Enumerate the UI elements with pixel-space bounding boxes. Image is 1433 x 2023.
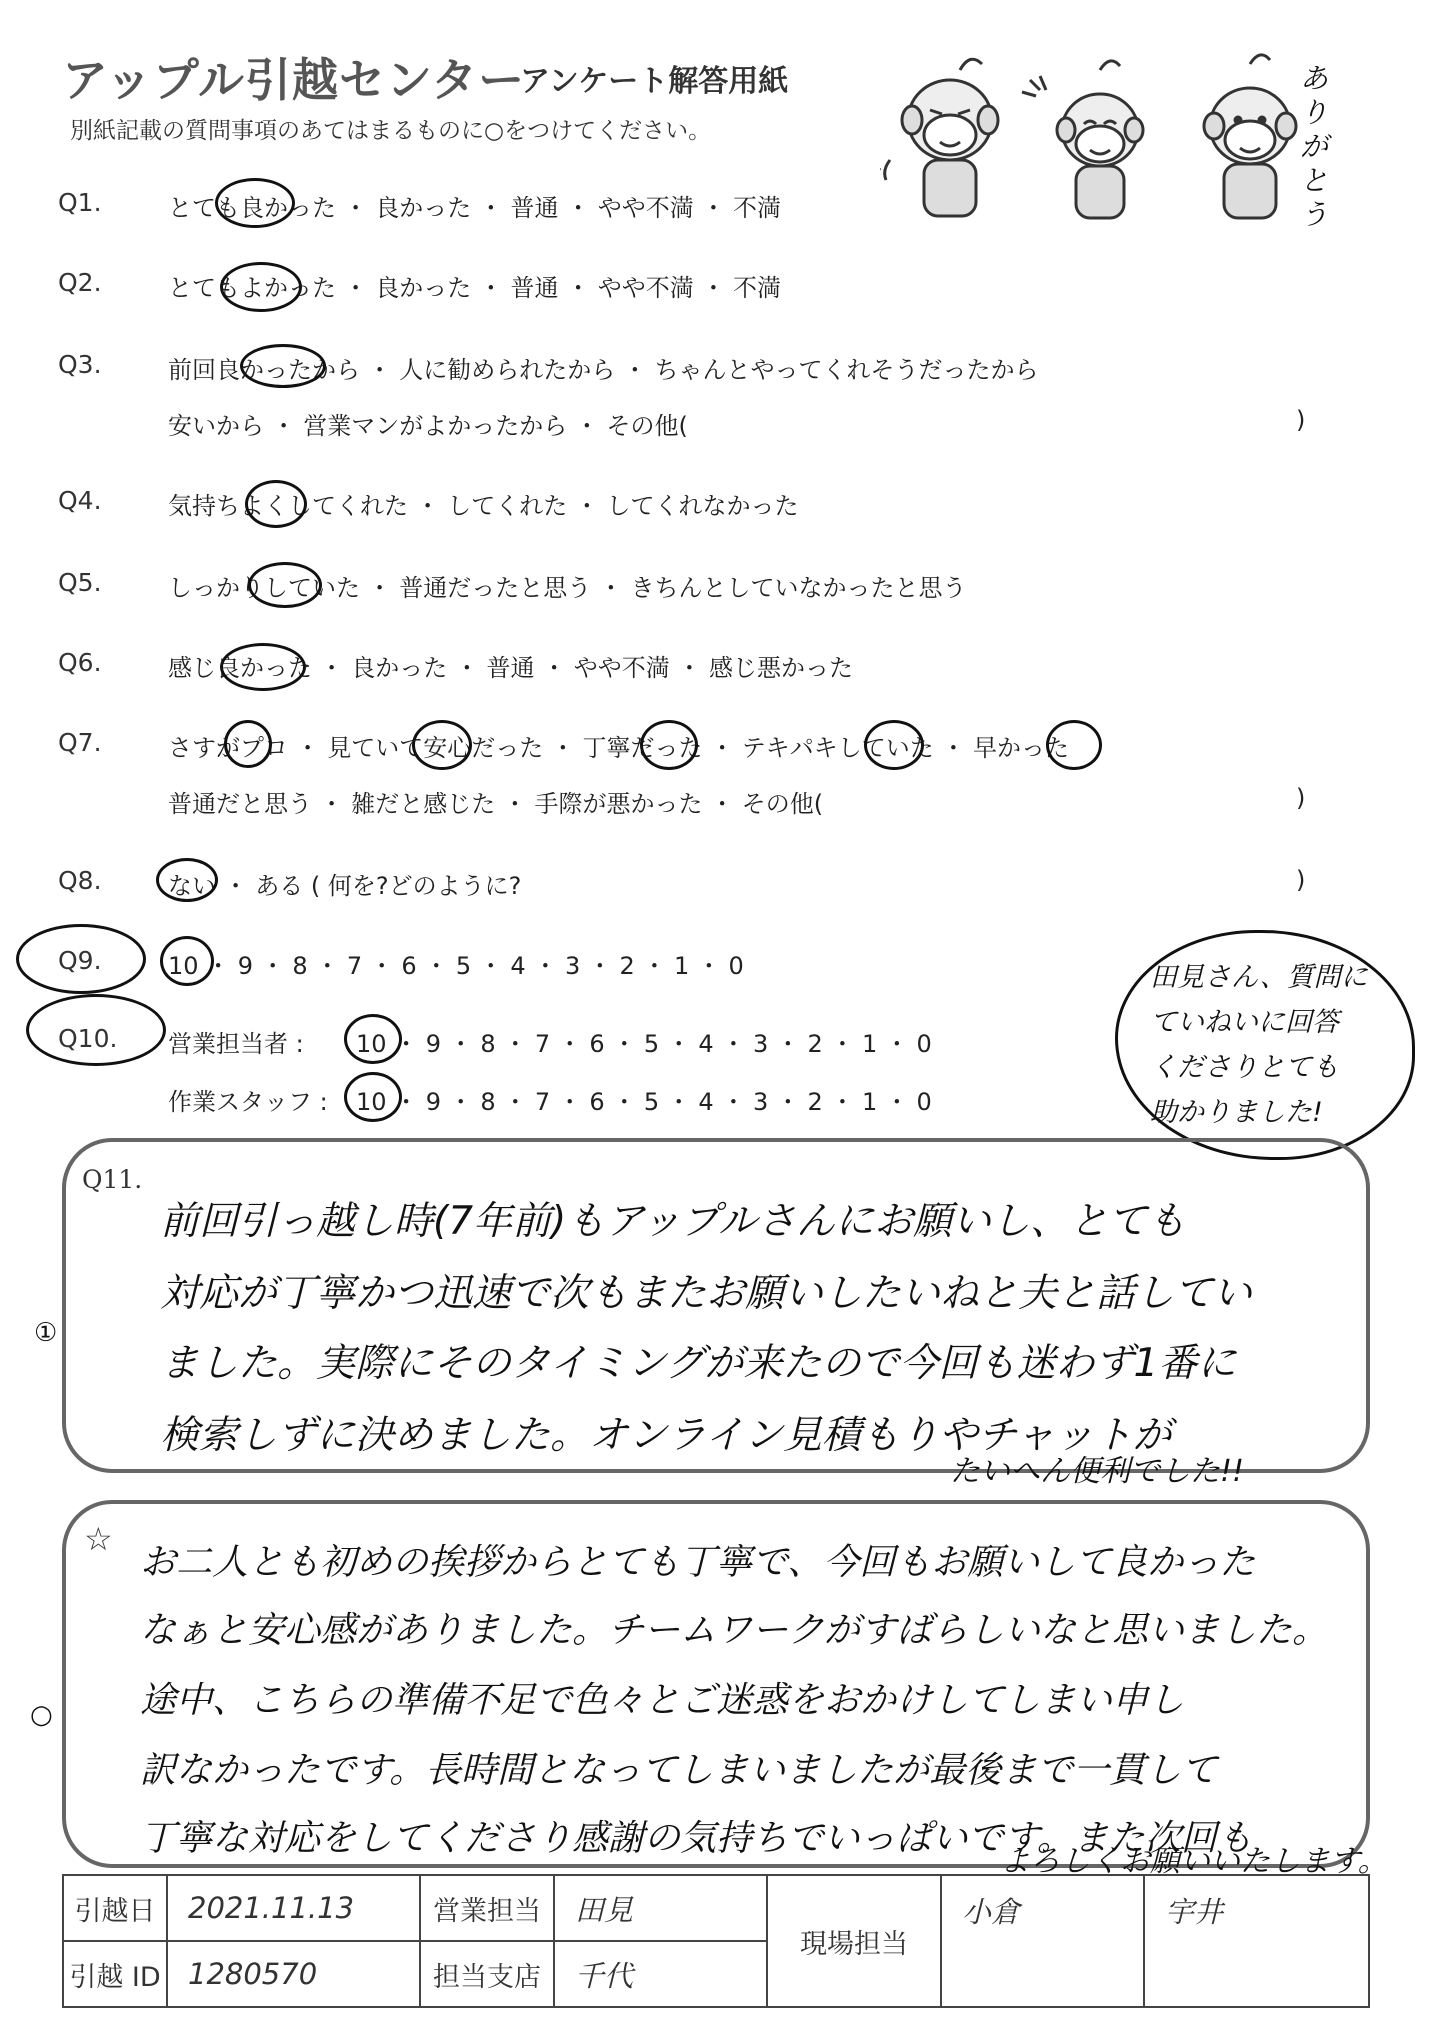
answer-circle-q7-hayai xyxy=(1046,720,1102,770)
q10-label: Q10. xyxy=(58,1024,118,1053)
q11-line: ました。実際にそのタイミングが来たので今回も迷わず1番に xyxy=(160,1341,1237,1386)
question-circle-q10 xyxy=(26,994,166,1066)
q8-options: ない ・ ある ( 何を?どのように? xyxy=(168,872,522,900)
answer-circle-q7-tekipaki xyxy=(864,720,924,770)
q2-options: とてもよかった ・ 良かった ・ 普通 ・ やや不満 ・ 不満 xyxy=(168,274,782,302)
answer-circle-q8 xyxy=(156,858,218,902)
q11-line: 前回引っ越し時(7年前)もアップルさんにお願いし、とても xyxy=(160,1199,1186,1244)
comment2-line: なぁと安心感がありました。チームワークがすばらしいなと思いました。 xyxy=(140,1610,1329,1651)
comment2-line: 訳なかったです。長時間となってしまいましたが最後まで一貫して xyxy=(140,1750,1218,1791)
site-staff-value-1: 小倉 xyxy=(941,1875,1144,2007)
q9-label: Q9. xyxy=(58,946,102,975)
q11-label: Q11. xyxy=(82,1165,143,1194)
q7-options-line2: 普通だと思う ・ 雑だと感じた ・ 手際が悪かった ・ その他( xyxy=(168,790,824,818)
q10-scale-sales: 10 ・ 9 ・ 8 ・ 7 ・ 6 ・ 5 ・ 4 ・ 3 ・ 2 ・ 1 ・ 0 xyxy=(356,1030,932,1058)
q10-role-sales: 営業担当者 : xyxy=(168,1030,304,1058)
branch-label: 担当支店 xyxy=(420,1941,554,2007)
comment2-line: 途中、こちらの準備不足で色々とご迷惑をおかけしてしまい申し xyxy=(140,1680,1185,1721)
q11-side-mark: ① xyxy=(34,1318,58,1348)
q3-label: Q3. xyxy=(58,350,102,379)
q7-options: さすがプロ ・ 見ていて安心だった ・ 丁寧だった ・ テキパキしていた ・ 早かった xyxy=(168,734,1070,762)
sales-label: 営業担当 xyxy=(420,1875,554,1941)
star-icon: ☆ xyxy=(84,1520,113,1558)
answer-circle-q3 xyxy=(240,344,326,388)
form-title: アンケート解答用紙 xyxy=(520,64,789,99)
company-name: アップル引越センター xyxy=(62,53,526,107)
site-staff-label: 現場担当 xyxy=(767,1875,941,2007)
answer-circle-q10-sales xyxy=(344,1014,402,1064)
q7-close-paren: ) xyxy=(1296,784,1306,812)
q3-options: 前回良かったから ・ 人に勧められたから ・ ちゃんとやってくれそうだったから xyxy=(168,356,1039,384)
q1-label: Q1. xyxy=(58,188,102,217)
q11-line: 対応が丁寧かつ迅速で次もまたお願いしたいねと夫と話してい xyxy=(160,1271,1253,1316)
site-staff-value-2: 宇井 xyxy=(1144,1875,1369,2007)
q3-close-paren: ) xyxy=(1296,406,1306,434)
q10-role-staff: 作業スタッフ : xyxy=(168,1088,328,1116)
move-date-value: 2021.11.13 xyxy=(167,1875,420,1941)
q2-label: Q2. xyxy=(58,268,102,297)
branch-value: 千代 xyxy=(554,1941,767,2007)
answer-circle-q2 xyxy=(220,262,302,312)
q8-label: Q8. xyxy=(58,866,102,895)
comment2-line: よろしくお願いいたします。 xyxy=(1000,1844,1388,1879)
answer-circle-q9 xyxy=(160,936,214,986)
thanks-text: ありがとう xyxy=(1300,62,1329,231)
q9-scale: 10 ・ 9 ・ 8 ・ 7 ・ 6 ・ 5 ・ 4 ・ 3 ・ 2 ・ 1 ・ 0 xyxy=(168,952,744,980)
bubble-line: ていねいに回答 xyxy=(1150,1007,1339,1038)
bubble-line: くださりとても xyxy=(1150,1052,1339,1083)
q10-scale-staff: 10 ・ 9 ・ 8 ・ 7 ・ 6 ・ 5 ・ 4 ・ 3 ・ 2 ・ 1 ・ 0 xyxy=(356,1088,932,1116)
bubble-line: 田見さん、質問に xyxy=(1150,962,1368,993)
q11-line: たいへん便利でした!! xyxy=(950,1454,1245,1489)
speech-bubble-text xyxy=(1150,955,1400,1135)
answer-circle-q7-pro xyxy=(224,720,272,768)
q11-line: 検索しずに決めました。オンライン見積もりやチャットが xyxy=(160,1413,1172,1458)
bubble-line: 助かりました! xyxy=(1150,1097,1323,1128)
question-circle-q9 xyxy=(16,924,146,994)
q8-close-paren: ) xyxy=(1296,866,1306,894)
move-id-value: 1280570 xyxy=(167,1941,420,2007)
instruction-text: 別紙記載の質問事項のあてはまるものに○をつけてください。 xyxy=(70,118,712,144)
sales-value: 田見 xyxy=(554,1875,767,1941)
answer-circle-q4 xyxy=(245,480,307,528)
answer-circle-q10-staff xyxy=(344,1072,402,1122)
answer-circle-q7-anshin xyxy=(412,720,472,770)
mascot-illustration xyxy=(880,50,1350,230)
move-date-label: 引越日 xyxy=(63,1875,167,1941)
q6-label: Q6. xyxy=(58,648,102,677)
q3-options-line2: 安いから ・ 営業マンがよかったから ・ その他( xyxy=(168,412,688,440)
q6-options: 感じ良かった ・ 良かった ・ 普通 ・ やや不満 ・ 感じ悪かった xyxy=(168,654,854,682)
answer-circle-q6 xyxy=(220,643,306,691)
comment2-side-mark: ○ xyxy=(30,1700,53,1730)
q4-options: 気持ちよくしてくれた ・ してくれた ・ してくれなかった xyxy=(168,492,799,520)
q5-label: Q5. xyxy=(58,568,102,597)
q7-label: Q7. xyxy=(58,728,102,757)
move-id-label: 引越 ID xyxy=(63,1941,167,2007)
comment2-line: お二人とも初めの挨拶からとても丁寧で、今回もお願いして良かった xyxy=(140,1542,1256,1583)
answer-circle-q7-teinei xyxy=(640,720,698,770)
answer-circle-q1 xyxy=(215,178,295,228)
move-info-table xyxy=(62,1874,1370,2008)
q4-label: Q4. xyxy=(58,486,102,515)
comment2-line: 丁寧な対応をしてくださり感謝の気持ちでいっぱいです。また次回も xyxy=(140,1818,1253,1859)
q5-options: しっかりしていた ・ 普通だったと思う ・ きちんとしていなかったと思う xyxy=(168,574,967,602)
q1-options: とても良かった ・ 良かった ・ 普通 ・ やや不満 ・ 不満 xyxy=(168,194,782,222)
answer-circle-q5 xyxy=(248,562,322,608)
